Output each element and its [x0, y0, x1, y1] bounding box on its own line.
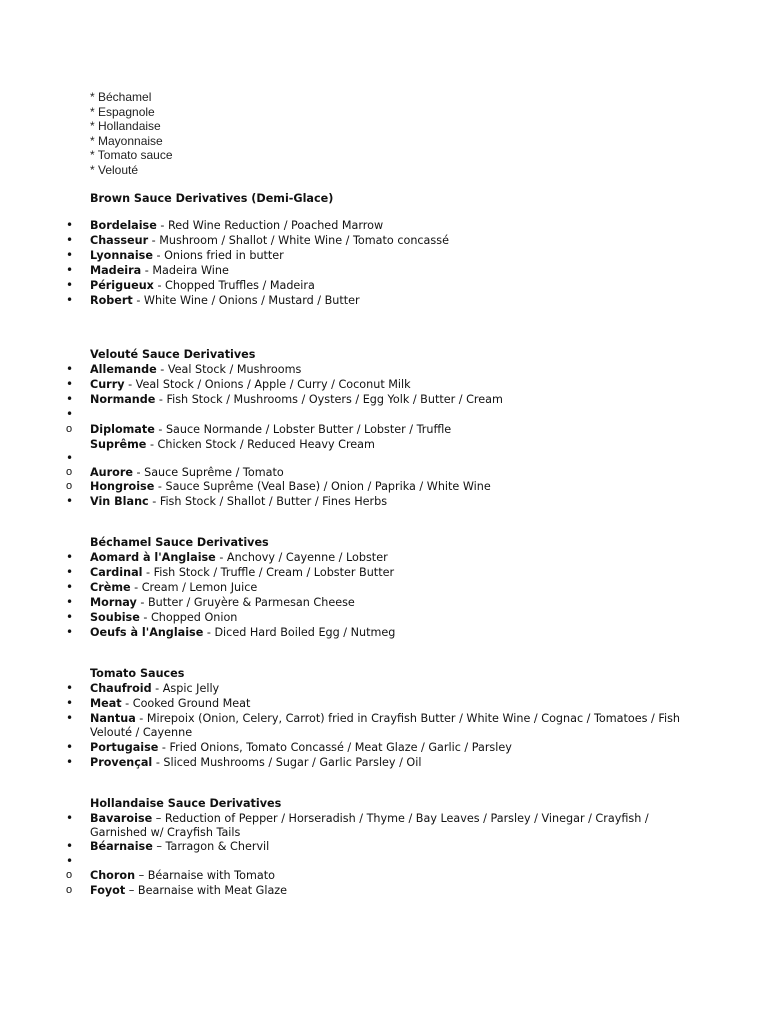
circle-bullet-icon: o — [66, 884, 73, 896]
sauce-name: Lyonnaise — [90, 249, 153, 262]
sauce-ingredients: – Bearnaise with Meat Glaze — [125, 884, 288, 897]
sauce-ingredients: - Butter / Gruyère & Parmesan Cheese — [136, 596, 355, 609]
sauce-name: Béarnaise — [90, 840, 153, 853]
sauce-ingredients: - Aspic Jelly — [151, 682, 220, 695]
sauce-name: Aurore — [90, 466, 133, 479]
bullet-icon: • — [66, 839, 74, 853]
bullet-icon: • — [66, 811, 74, 825]
sauce-ingredients: - Cooked Ground Meat — [121, 697, 251, 710]
sauce-name: Vin Blanc — [90, 495, 149, 508]
mother-sauce-item: * Tomato sauce — [90, 148, 173, 163]
bullet-icon: • — [66, 218, 74, 232]
sauce-ingredients: - Fried Onions, Tomato Concassé / Meat Glaze / Garlic / Parsley — [158, 741, 512, 754]
bullet-icon: • — [66, 407, 74, 421]
bullet-icon: • — [66, 565, 74, 579]
sauce-ingredients: - Madeira Wine — [141, 264, 229, 277]
sauce-entry — [90, 697, 690, 711]
sauce-name: Portugaise — [90, 741, 159, 754]
sauce-name: Meat — [90, 697, 122, 710]
sauce-name: Madeira — [90, 264, 142, 277]
bullet-icon: • — [66, 263, 74, 277]
sauce-ingredients: - Fish Stock / Truffle / Cream / Lobster Butter — [142, 566, 395, 579]
bullet-icon: • — [66, 696, 74, 710]
sauce-ingredients: - Sauce Normande / Lobster Butter / Lobster / Truffle — [154, 423, 452, 436]
bullet-icon: • — [66, 580, 74, 594]
sauce-name: Oeufs à l'Anglaise — [90, 626, 204, 639]
sauce-name: Mornay — [90, 596, 137, 609]
sauce-entry — [90, 626, 690, 640]
bullet-icon: • — [66, 248, 74, 262]
sauce-entry — [90, 812, 690, 840]
sauce-name: Crème — [90, 581, 131, 594]
sauce-ingredients: – Tarragon & Chervil — [152, 840, 270, 853]
sauce-name: Aomard à l'Anglaise — [90, 551, 216, 564]
sauce-name: Robert — [90, 294, 133, 307]
sauce-entry — [90, 596, 690, 610]
sauce-name: Hongroise — [90, 480, 155, 493]
sauce-ingredients: – Reduction of Pepper / Horseradish / Thyme / Bay Leaves / Parsley / Vinegar / Crayfish / Garnished w/ Crayfish Tails — [90, 812, 649, 839]
circle-bullet-icon: o — [66, 466, 73, 478]
bullet-icon: • — [66, 362, 74, 376]
sauce-ingredients: - White Wine / Onions / Mustard / Butter — [132, 294, 360, 307]
sauce-name: Allemande — [90, 363, 157, 376]
bullet-icon: • — [66, 595, 74, 609]
sauce-entry — [90, 279, 690, 293]
sauce-name: Diplomate — [90, 423, 155, 436]
bullet-icon: • — [66, 625, 74, 639]
sauce-ingredients: - Cream / Lemon Juice — [130, 581, 258, 594]
bullet-icon: • — [66, 377, 74, 391]
sauce-entry — [90, 682, 690, 696]
sauce-name: Suprême — [90, 438, 147, 451]
sauce-entry — [90, 611, 690, 625]
sauce-entry — [90, 551, 690, 565]
sauce-name: Curry — [90, 378, 125, 391]
mother-sauce-item: * Velouté — [90, 162, 139, 177]
sauce-ingredients: - Veal Stock / Mushrooms — [156, 363, 302, 376]
bullet-icon: • — [66, 494, 74, 508]
sauce-ingredients: - Onions fried in butter — [152, 249, 284, 262]
sauce-ingredients: - Mirepoix (Onion, Celery, Carrot) fried in Crayfish Butter / White Wine / Cognac / Tomatoes / Fish Velouté / Cayenne — [90, 712, 680, 739]
circle-bullet-icon: o — [66, 869, 73, 881]
sauce-entry — [90, 294, 690, 308]
bullet-icon: • — [66, 278, 74, 292]
sauce-ingredients: - Chopped Onion — [139, 611, 238, 624]
sauce-ingredients: - Chicken Stock / Reduced Heavy Cream — [146, 438, 375, 451]
sauce-ingredients: - Veal Stock / Onions / Apple / Curry / Coconut Milk — [124, 378, 411, 391]
bullet-icon: • — [66, 233, 74, 247]
sauce-entry — [90, 495, 690, 509]
sauce-entry — [90, 741, 690, 755]
mother-sauce-item: * Hollandaise — [90, 119, 161, 134]
bullet-icon: • — [66, 681, 74, 695]
circle-bullet-icon: o — [66, 480, 73, 492]
sauce-entry — [90, 566, 690, 580]
bullet-icon: • — [66, 610, 74, 624]
sauce-name: Choron — [90, 869, 136, 882]
sauce-entry — [90, 480, 690, 494]
sauce-entry — [90, 249, 690, 263]
sauce-entry — [90, 363, 690, 377]
circle-bullet-icon: o — [66, 423, 73, 435]
sauce-ingredients: – Béarnaise with Tomato — [135, 869, 275, 882]
sauce-name: Cardinal — [90, 566, 143, 579]
mother-sauce-item: * Béchamel — [90, 90, 152, 104]
sauce-entry — [90, 466, 690, 480]
sauce-name: Nantua — [90, 712, 136, 725]
sauce-entry — [90, 393, 690, 407]
bullet-icon: • — [66, 550, 74, 564]
sauce-entry — [90, 756, 690, 770]
sauce-entry — [90, 378, 690, 392]
section-heading: Tomato Sauces — [90, 667, 185, 680]
section-heading: Velouté Sauce Derivatives — [90, 348, 256, 361]
sauce-ingredients: - Chopped Truffles / Madeira — [153, 279, 315, 292]
sauce-name: Bordelaise — [90, 219, 157, 232]
mother-sauce-list — [90, 90, 173, 178]
sauce-name: Chasseur — [90, 234, 149, 247]
sauce-entry — [90, 840, 690, 854]
sauce-name: Soubise — [90, 611, 140, 624]
bullet-icon: • — [66, 740, 74, 754]
bullet-icon: • — [66, 293, 74, 307]
sauce-entry — [90, 264, 690, 278]
sauce-name: Provençal — [90, 756, 153, 769]
bullet-icon: • — [66, 755, 74, 769]
sauce-name: Périgueux — [90, 279, 154, 292]
bullet-icon: • — [66, 711, 74, 725]
sauce-entry — [90, 712, 690, 740]
sauce-name: Bavaroise — [90, 812, 153, 825]
sauce-ingredients: - Anchovy / Cayenne / Lobster — [215, 551, 388, 564]
sauce-name: Normande — [90, 393, 156, 406]
bullet-icon: • — [66, 392, 74, 406]
mother-sauce-item: * Mayonnaise — [90, 133, 163, 148]
sauce-ingredients: - Red Wine Reduction / Poached Marrow — [156, 219, 384, 232]
section-heading: Hollandaise Sauce Derivatives — [90, 797, 282, 810]
mother-sauce-item: * Espagnole — [90, 104, 155, 119]
section-heading: Brown Sauce Derivatives (Demi-Glace) — [90, 192, 334, 205]
section-heading: Béchamel Sauce Derivatives — [90, 536, 269, 549]
sauce-entry — [90, 234, 690, 248]
sauce-entry — [90, 423, 690, 437]
sauce-ingredients: - Sliced Mushrooms / Sugar / Garlic Parsley / Oil — [152, 756, 422, 769]
sauce-ingredients: - Sauce Suprême (Veal Base) / Onion / Paprika / White Wine — [154, 480, 491, 493]
sauce-entry — [90, 581, 690, 595]
sauce-ingredients: - Fish Stock / Shallot / Butter / Fines Herbs — [148, 495, 388, 508]
sauce-entry — [90, 869, 690, 883]
sauce-ingredients: - Mushroom / Shallot / White Wine / Tomato concassé — [148, 234, 449, 247]
bullet-icon: • — [66, 854, 74, 868]
sauce-name: Foyot — [90, 884, 126, 897]
sauce-ingredients: - Sauce Suprême / Tomato — [132, 466, 284, 479]
sauce-ingredients: - Diced Hard Boiled Egg / Nutmeg — [203, 626, 396, 639]
sauce-entry — [90, 884, 690, 898]
sauce-name: Chaufroid — [90, 682, 152, 695]
sauce-entry — [90, 438, 690, 452]
sauce-ingredients: - Fish Stock / Mushrooms / Oysters / Egg Yolk / Butter / Cream — [155, 393, 503, 406]
sauce-entry — [90, 219, 690, 233]
bullet-icon: • — [66, 451, 74, 465]
